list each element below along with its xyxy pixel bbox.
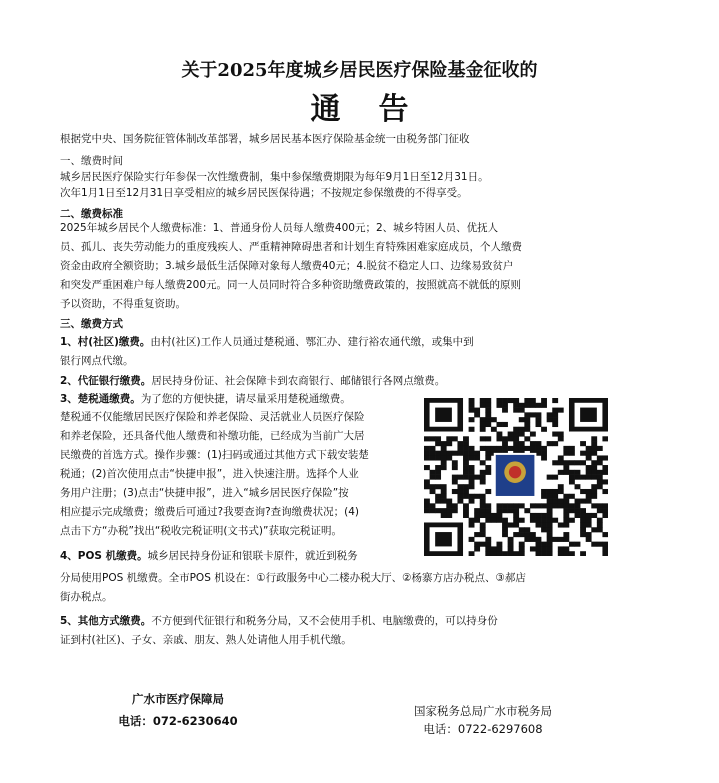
method3-line: 楚税通不仅能缴居民医疗保险和养老保险、灵活就业人员医疗保险 [60, 411, 365, 423]
method1-title: 1、村(社区)缴费。 [60, 336, 151, 348]
medical-bureau-name: 广水市医疗保障局 [132, 692, 224, 706]
method4-body [60, 569, 620, 607]
method3-body [60, 408, 420, 541]
method4 [60, 548, 358, 564]
method1 [60, 333, 580, 371]
tax-bureau-phone: 电话：0722-6297608 [423, 722, 543, 736]
section2-line: 2025年城乡居民个人缴费标准：1、普通身份人员每人缴费400元；2、城乡特困人员、优抚人 [60, 222, 499, 234]
notice-title-main: 通告 [310, 92, 447, 127]
method4-text: 城乡居民持身份证和银联卡原件，就近到税务 [147, 550, 358, 562]
section1-line1: 城乡居民医疗保险实行年参保一次性缴费制，集中参保缴费期限为每年9月1日至12月31日。 [60, 171, 489, 183]
method2-title: 2、代征银行缴费。 [60, 375, 152, 387]
method4-line: 街办税点。 [60, 591, 113, 603]
method3-line: 民缴费的首选方式。操作步骤：(1)扫码或通过其他方式下载安装楚 [60, 449, 369, 461]
method4-line: 分局使用POS 机缴费。全市POS 机设在：①行政服务中心二楼办税大厅、②杨寨方店办税点、③郝店 [60, 572, 526, 584]
method5-title: 5、其他方式缴费。 [60, 615, 152, 627]
method3-line: 点击下方“办税”找出“税收完税证明(文书式)”获取完税证明。 [60, 525, 342, 537]
method5-line2: 证到村(社区)、子女、亲戚、朋友、熟人处请他人用手机代缴。 [60, 634, 352, 646]
tax-bureau-qr-code[interactable] [424, 398, 608, 556]
method1-line2: 银行网点代缴。 [60, 355, 134, 367]
intro-text: 根据党中央、国务院征管体制改革部署，城乡居民基本医疗保险基金统一由税务部门征收 [60, 133, 470, 145]
tax-bureau [398, 702, 568, 738]
method3 [60, 391, 351, 407]
section2-body [60, 219, 620, 314]
method3-line: 相应提示完成缴费；缴费后可通过?我要查询?查询缴费状况；(4) [60, 506, 360, 518]
emblem-core [509, 466, 521, 478]
medical-security-bureau [108, 688, 248, 732]
section2-line: 和突发严重困难户每人缴费200元。同一人员同时符合多种资助缴费政策的，按照就高不就低的原则 [60, 279, 522, 291]
method3-line: 和养老保险，还具备代他人缴费和补缴功能，已经成为当前广大居 [60, 430, 365, 442]
method2-text: 居民持身份证、社会保障卡到农商银行、邮储银行各网点缴费。 [151, 375, 446, 387]
section1-line2: 次年1月1日至12月31日享受相应的城乡居民医保待遇；不按规定参保缴费的不得享受。 [60, 187, 468, 199]
method5-text: 不方便到代征银行和税务分局，又不会使用手机、电脑缴费的，可以持身份 [151, 615, 498, 627]
method1-text: 由村(社区)工作人员通过楚税通、鄂汇办、建行裕农通代缴，或集中到 [150, 336, 474, 348]
notice-title-line1: 关于2025年度城乡居民医疗保险基金征收的 [181, 60, 538, 81]
method2 [60, 373, 445, 389]
section2-heading: 二、缴费标准 [60, 208, 123, 220]
section1-heading: 一、缴费时间 [60, 155, 123, 167]
qr-code-icon [424, 398, 608, 556]
method3-line: 务用户注册；(3)点击“快捷申报”，进入“城乡居民医疗保险”按 [60, 487, 349, 499]
tax-bureau-name: 国家税务总局广水市税务局 [414, 704, 552, 718]
method3-line: 税通；(2)首次使用点击“快捷申报”，进入快速注册。选择个人业 [60, 468, 359, 480]
section2-line: 予以资助，不得重复资助。 [60, 298, 186, 310]
section2-line: 员、孤儿、丧失劳动能力的重度残疾人、严重精神障碍患者和计划生育特殊困难家庭成员，个人缴费 [60, 241, 522, 253]
method3-text: 为了您的方便快捷，请尽量采用楚税通缴费。 [140, 393, 351, 405]
method4-title: 4、POS 机缴费。 [60, 550, 148, 562]
method3-title: 3、楚税通缴费。 [60, 393, 141, 405]
section3-heading: 三、缴费方式 [60, 318, 123, 330]
section2-line: 资金由政府全额资助；3.城乡最低生活保障对象每人缴费40元；4.脱贫不稳定人口、边缘易致贫户 [60, 260, 514, 272]
method5 [60, 612, 620, 650]
medical-bureau-phone: 电话：072-6230640 [118, 714, 238, 728]
